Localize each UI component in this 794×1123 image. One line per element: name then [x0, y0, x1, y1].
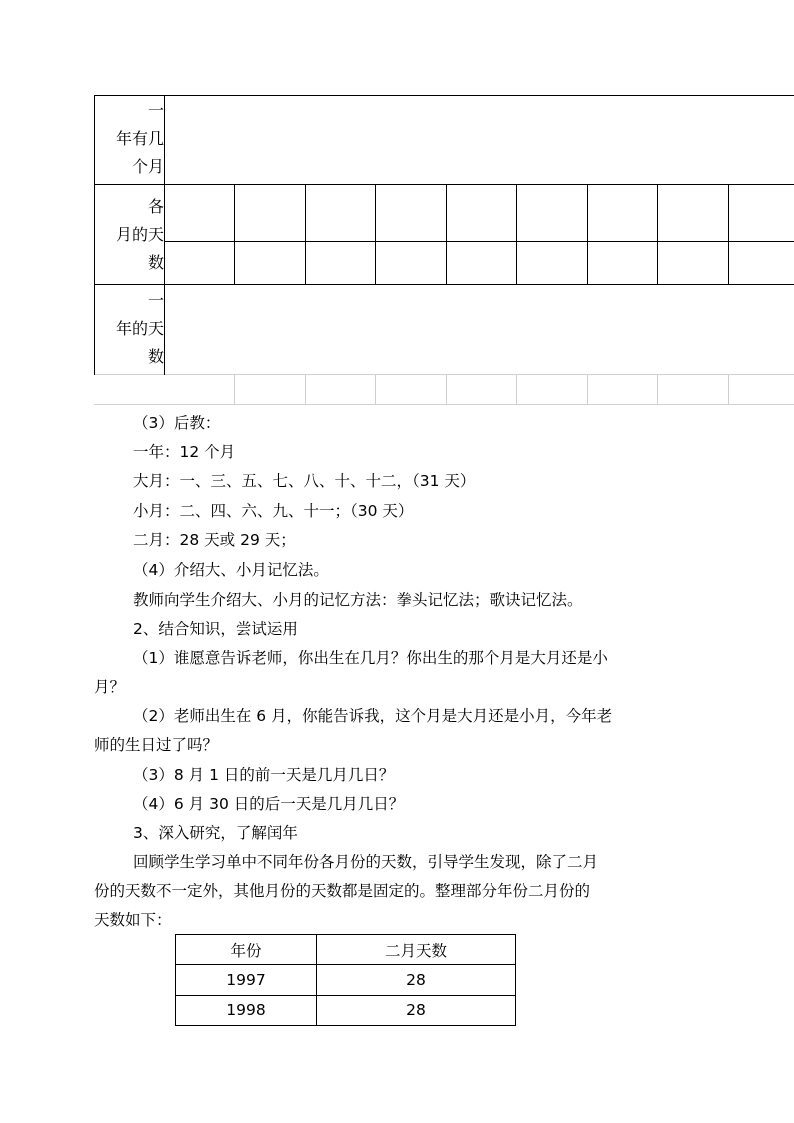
table-border: [516, 184, 517, 285]
paragraph: 教师向学生介绍大、小月的记忆方法：拳头记忆法；歌诀记忆法。: [133, 591, 583, 609]
cell-days: 28: [317, 965, 516, 995]
paragraph: （3）8 月 1 日的前一天是几月几日？: [133, 766, 395, 784]
table-border: [657, 374, 658, 405]
section-heading: 3、深入研究，了解闰年: [133, 824, 298, 842]
month-grid-table: [94, 95, 794, 405]
table-border: [94, 95, 794, 96]
table-border: [305, 374, 306, 405]
paragraph: 二月：28 天或 29 天；: [133, 531, 296, 549]
table-border: [375, 184, 376, 285]
table-border: [728, 374, 729, 405]
table-border: [94, 284, 794, 285]
header-year: 年份: [176, 935, 317, 965]
paragraph: （4）介绍大、小月记忆法。: [133, 561, 329, 579]
february-days-table: [175, 934, 516, 1026]
table-border: [516, 374, 517, 405]
paragraph: （1）谁愿意告诉老师，你出生在几月？你出生的那个月是大月还是小: [133, 649, 608, 667]
section-heading: 2、结合知识，尝试运用: [133, 620, 298, 638]
paragraph: （4）6 月 30 日的后一天是几月几日？: [133, 795, 405, 813]
paragraph: （2）老师出生在 6 月，你能告诉我，这个月是大月还是小月，今年老: [133, 707, 613, 725]
paragraph: 月？: [94, 678, 126, 696]
table-row: [176, 995, 516, 1025]
table-border: [587, 374, 588, 405]
row-label-days-per-month: 各 月的天 数: [115, 197, 164, 272]
paragraph: 天数如下：: [94, 911, 172, 929]
paragraph: 师的生日过了吗？: [94, 736, 219, 754]
table-border: [164, 95, 165, 375]
table-border: [375, 374, 376, 405]
table-border: [234, 184, 235, 285]
cell-days: 28: [317, 995, 516, 1025]
paragraph: 回顾学生学习单中不同年份各月份的天数，引导学生发现，除了二月: [133, 853, 599, 871]
table-border: [305, 184, 306, 285]
table-border: [728, 184, 729, 285]
table-border: [657, 184, 658, 285]
table-row: [176, 965, 516, 995]
table-border: [164, 241, 794, 242]
row-label-days-per-year: 一 年的天 数: [115, 291, 164, 366]
table-border: [94, 374, 794, 375]
table-border: [587, 184, 588, 285]
table-border: [234, 374, 235, 405]
header-february-days: 二月天数: [317, 935, 516, 965]
paragraph: 一年：12 个月: [133, 443, 236, 461]
table-border: [94, 404, 794, 405]
row-label-months-per-year: 一 年有几 个月: [115, 101, 164, 176]
paragraph: 小月：二、四、六、九、十一；（30 天）: [133, 502, 414, 520]
paragraph: （3）后教：: [133, 414, 221, 432]
table-border: [94, 184, 794, 185]
table-header-row: [176, 935, 516, 965]
table-border: [446, 184, 447, 285]
cell-year: 1998: [176, 995, 317, 1025]
cell-year: 1997: [176, 965, 317, 995]
paragraph: 份的天数不一定外，其他月份的天数都是固定的。整理部分年份二月份的: [94, 882, 591, 900]
paragraph: 大月：一、三、五、七、八、十、十二，（31 天）: [133, 472, 476, 490]
table-border: [446, 374, 447, 405]
